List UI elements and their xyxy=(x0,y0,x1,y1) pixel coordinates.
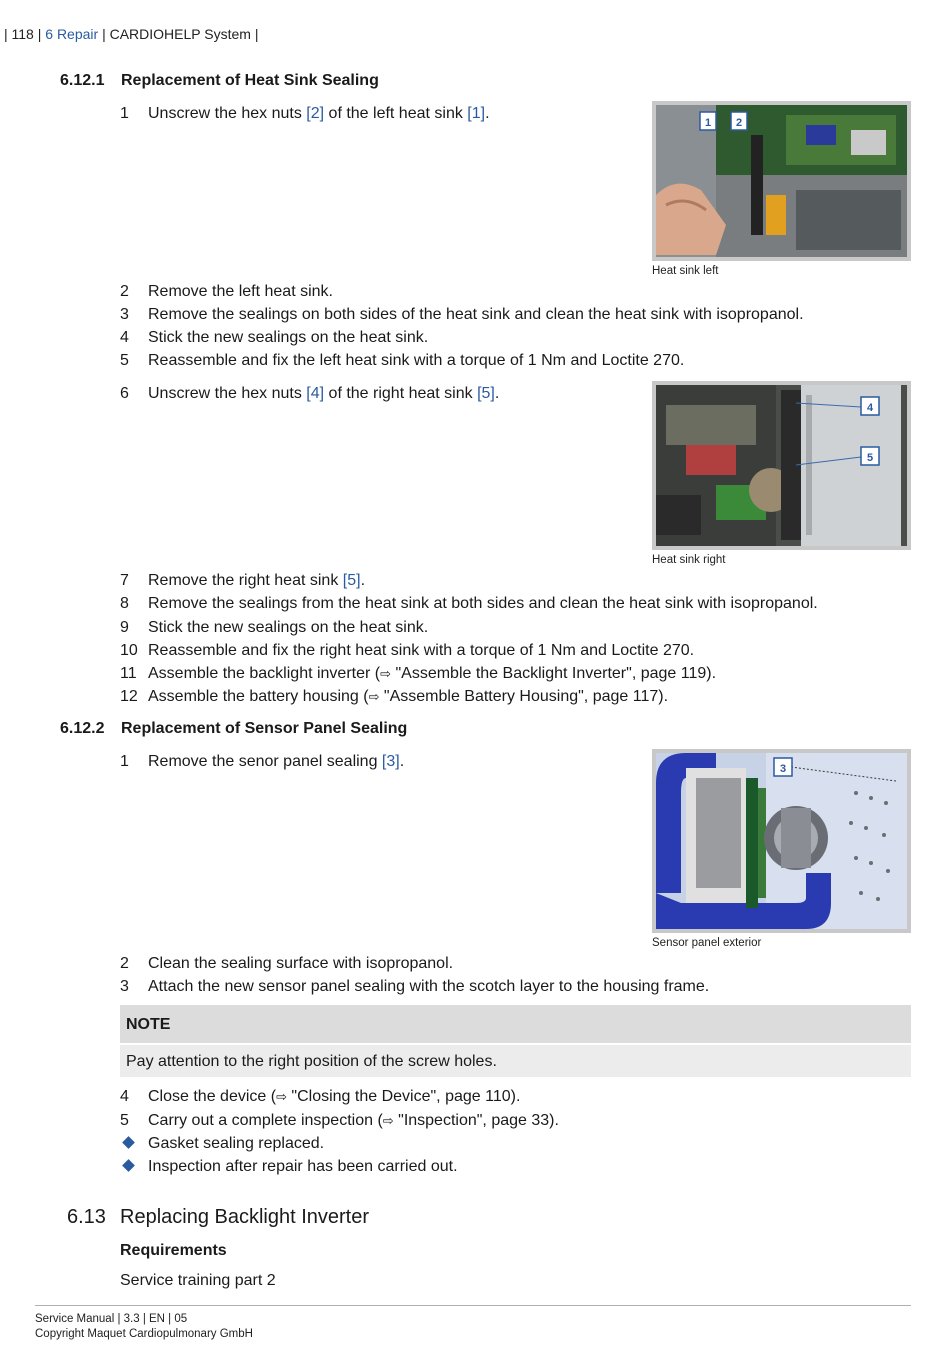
section-title: Replacement of Heat Sink Sealing xyxy=(121,72,379,89)
xref-arrow-icon: ⇨ xyxy=(380,667,392,682)
ref-link[interactable]: [5] xyxy=(342,572,361,589)
step-number: 2 xyxy=(120,283,129,300)
step-text: Remove the sealings from the heat sink at both sides and clean the heat sink with isopropanol. xyxy=(148,595,818,612)
result-text: Gasket sealing replaced. xyxy=(148,1135,325,1152)
step-number: 9 xyxy=(120,619,129,636)
step-number: 8 xyxy=(120,595,129,612)
step-number: 12 xyxy=(120,688,138,705)
doc-title: | CARDIOHELP System | xyxy=(102,26,259,42)
step-text: Close the device (⇨ "Closing the Device", page 110). xyxy=(148,1088,521,1105)
xref-link[interactable]: "Closing the Device", page 110). xyxy=(286,1088,521,1105)
bullet-diamond-icon xyxy=(122,1136,135,1149)
step-number: 4 xyxy=(120,329,129,346)
step-number: 7 xyxy=(120,572,129,589)
step-text: Unscrew the hex nuts [4] of the right heat sink [5]. xyxy=(148,385,500,402)
section-number: 6.12.2 xyxy=(60,720,105,737)
fig-label-1: 1 xyxy=(704,117,712,129)
ref-link[interactable]: [4] xyxy=(306,385,325,402)
step-text: Assemble the backlight inverter (⇨ "Assemble the Backlight Inverter", page 119). xyxy=(148,665,717,682)
xref-arrow-icon: ⇨ xyxy=(382,1114,394,1129)
ref-link[interactable]: [2] xyxy=(306,105,325,122)
step-text: Clean the sealing surface with isopropanol. xyxy=(148,955,454,972)
step-text: Remove the sealings on both sides of the heat sink and clean the heat sink with isopropanol. xyxy=(148,306,804,323)
heat-sink-left-photo xyxy=(656,105,907,257)
step-number: 10 xyxy=(120,642,138,659)
section-heading-6-12-1 xyxy=(60,72,660,92)
footer-copyright: Copyright Maquet Cardiopulmonary GmbH xyxy=(35,1328,253,1340)
fig-label-4: 4 xyxy=(866,402,874,414)
step-number: 1 xyxy=(120,753,129,770)
step-number: 5 xyxy=(120,352,129,369)
figure-heat-sink-right xyxy=(652,381,911,550)
step-number: 6 xyxy=(120,385,129,402)
fig-label-5: 5 xyxy=(866,452,874,464)
step-text: Carry out a complete inspection (⇨ "Inspection", page 33). xyxy=(148,1112,559,1129)
ref-link[interactable]: [3] xyxy=(381,753,400,770)
page-number: | 118 | xyxy=(4,26,42,42)
sensor-panel-photo xyxy=(656,753,907,929)
caption-sensor-panel-exterior: Sensor panel exterior xyxy=(652,937,762,949)
step-text: Remove the senor panel sealing [3]. xyxy=(148,753,405,770)
ref-link[interactable]: [1] xyxy=(467,105,486,122)
footer-doc-info: Service Manual | 3.3 | EN | 05 xyxy=(35,1313,188,1325)
step-number: 5 xyxy=(120,1112,129,1129)
section-heading-6-12-2 xyxy=(60,720,660,740)
xref-link[interactable]: "Inspection", page 33). xyxy=(393,1112,559,1129)
ref-link[interactable]: [5] xyxy=(477,385,495,402)
xref-link[interactable]: "Assemble Battery Housing", page 117). xyxy=(379,688,669,705)
caption-heat-sink-right: Heat sink right xyxy=(652,554,726,566)
xref-arrow-icon: ⇨ xyxy=(368,690,380,705)
chapter-link[interactable]: 6 Repair xyxy=(45,26,99,42)
step-text: Stick the new sealings on the heat sink. xyxy=(148,619,429,636)
step-text: Reassemble and fix the right heat sink with a torque of 1 Nm and Loctite 270. xyxy=(148,642,695,659)
step-text: Assemble the battery housing (⇨ "Assemble Battery Housing", page 117). xyxy=(148,688,669,705)
step-number: 2 xyxy=(120,955,129,972)
footer-divider xyxy=(35,1305,911,1306)
step-number: 1 xyxy=(120,105,129,122)
bullet-diamond-icon xyxy=(122,1159,135,1172)
step-text: Attach the new sensor panel sealing with the scotch layer to the housing frame. xyxy=(148,978,710,995)
step-text: Unscrew the hex nuts [2] of the left heat sink [1]. xyxy=(148,105,490,122)
step-text: Stick the new sealings on the heat sink. xyxy=(148,329,429,346)
step-number: 4 xyxy=(120,1088,129,1105)
figure-sensor-panel-exterior xyxy=(652,749,911,933)
section-number: 6.12.1 xyxy=(60,72,105,89)
step-text: Reassemble and fix the left heat sink with a torque of 1 Nm and Loctite 270. xyxy=(148,352,685,369)
section-number-6-13: 6.13 xyxy=(67,1206,106,1228)
page-header xyxy=(4,26,258,42)
section-title: Replacement of Sensor Panel Sealing xyxy=(121,720,408,737)
caption-heat-sink-left: Heat sink left xyxy=(652,265,719,277)
xref-link[interactable]: "Assemble the Backlight Inverter", page 119). xyxy=(391,665,717,682)
xref-arrow-icon: ⇨ xyxy=(276,1090,287,1105)
step-number: 3 xyxy=(120,306,129,323)
section-title-6-13: Replacing Backlight Inverter xyxy=(120,1206,370,1228)
fig-label-2: 2 xyxy=(735,117,743,129)
requirements-text: Service training part 2 xyxy=(120,1272,276,1289)
step-text: Remove the left heat sink. xyxy=(148,283,333,300)
requirements-heading: Requirements xyxy=(120,1242,227,1259)
heat-sink-right-photo xyxy=(656,385,907,546)
note-header: NOTE xyxy=(120,1005,911,1043)
step-number: 3 xyxy=(120,978,129,995)
result-text: Inspection after repair has been carried out. xyxy=(148,1158,458,1175)
step-text: Remove the right heat sink [5]. xyxy=(148,572,366,589)
fig-label-3: 3 xyxy=(779,763,787,775)
note-body: Pay attention to the right position of the screw holes. xyxy=(120,1045,911,1077)
figure-heat-sink-left xyxy=(652,101,911,261)
step-number: 11 xyxy=(120,665,137,682)
